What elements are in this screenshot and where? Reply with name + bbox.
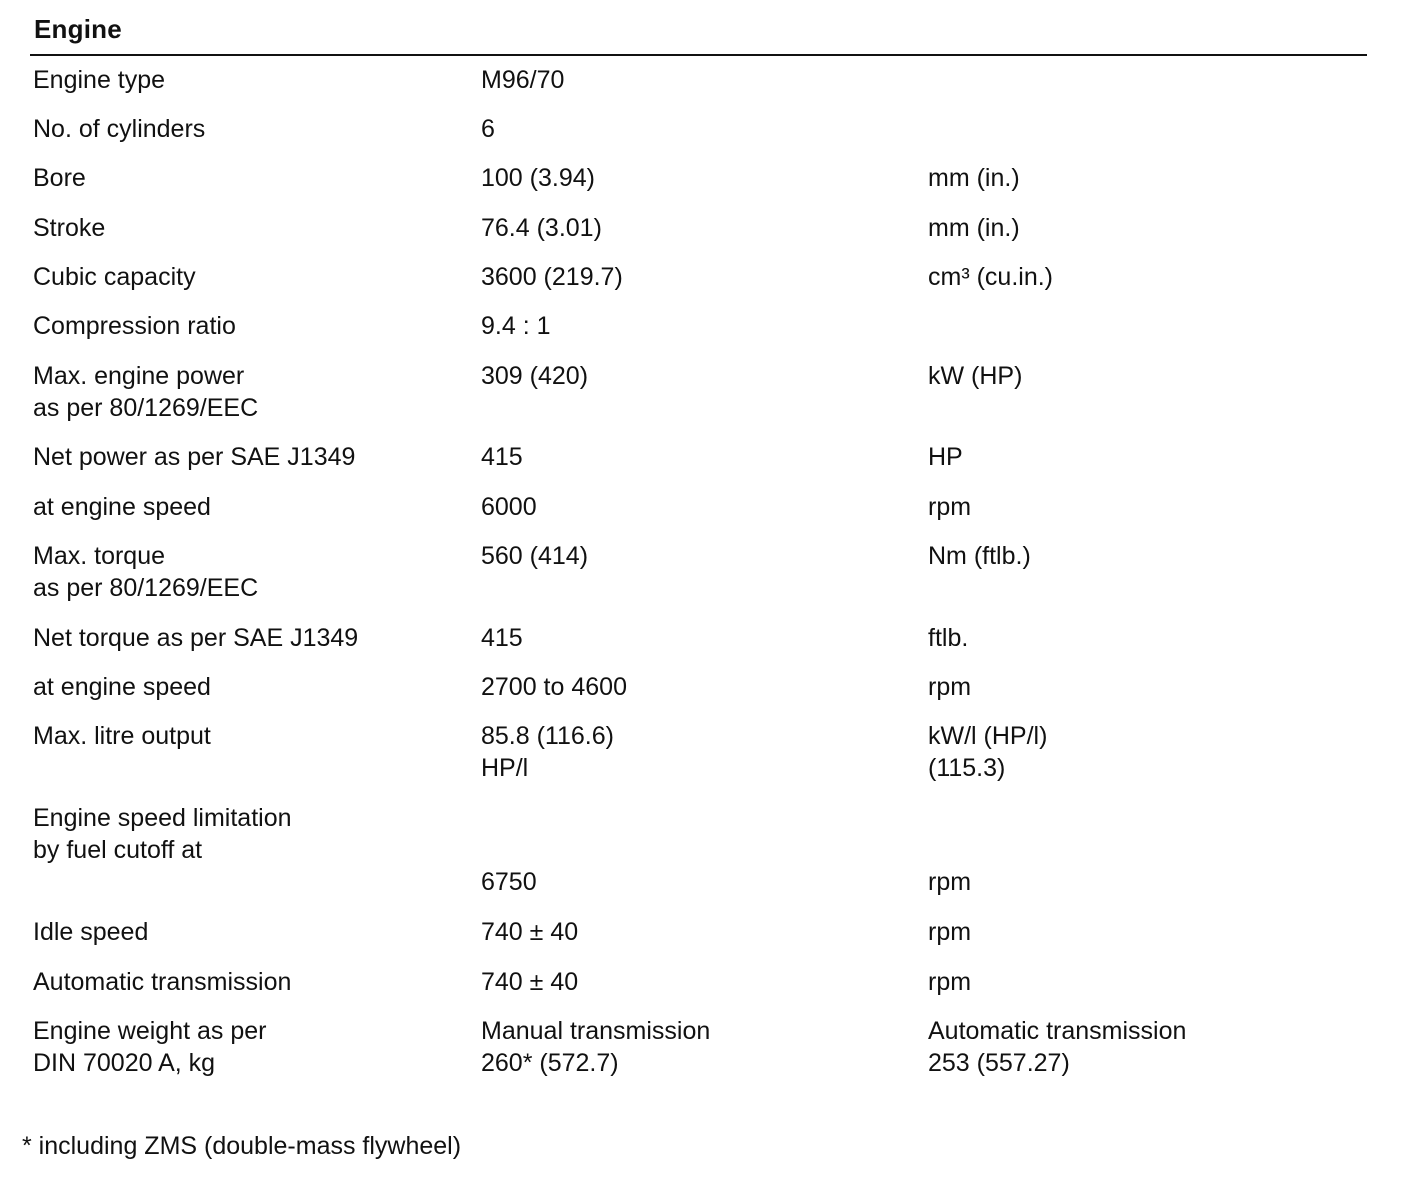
spec-label-line: Cubic capacity: [33, 263, 196, 291]
spec-unit-line: Automatic transmission: [928, 1017, 1187, 1045]
spec-unit-line: [928, 834, 971, 866]
spec-value-line: HP/l: [481, 754, 529, 782]
spec-value-line: 2700 to 4600: [481, 673, 627, 701]
spec-label-line: Idle speed: [33, 918, 149, 946]
spec-label-line: Bore: [33, 164, 86, 192]
spec-unit: [928, 802, 971, 898]
spec-unit-line: rpm: [928, 918, 972, 946]
spec-value: [481, 212, 602, 244]
spec-value-line: 740 ± 40: [481, 918, 579, 946]
spec-value-line: 415: [481, 443, 523, 471]
spec-label-line: at engine speed: [33, 673, 211, 701]
spec-label: [33, 64, 165, 96]
spec-value: [481, 966, 578, 998]
spec-unit: [928, 622, 968, 654]
spec-value: [481, 64, 564, 96]
spec-value: [481, 1015, 710, 1079]
spec-label-line: as per 80/1269/EEC: [33, 574, 259, 602]
spec-unit-line: rpm: [928, 493, 972, 521]
spec-label: [33, 310, 236, 342]
spec-value: [481, 802, 537, 898]
spec-label-line: Automatic transmission: [33, 968, 292, 996]
spec-label-line: at engine speed: [33, 493, 211, 521]
header-rule: [30, 54, 1367, 56]
spec-label: [33, 671, 211, 703]
spec-value-line: Manual transmission: [481, 1017, 711, 1045]
spec-label-line: Max. litre output: [33, 722, 211, 750]
spec-label: [33, 966, 291, 998]
spec-value: [481, 310, 551, 342]
spec-label: [33, 162, 86, 194]
spec-label: [33, 802, 292, 866]
spec-value-line: 309 (420): [481, 362, 589, 390]
spec-unit: [928, 261, 1053, 293]
spec-unit: [928, 360, 1022, 392]
spec-label: [33, 916, 148, 948]
spec-value-line: 76.4 (3.01): [481, 214, 602, 242]
spec-unit-line: kW/l (HP/l): [928, 722, 1048, 750]
spec-unit: [928, 162, 1020, 194]
spec-unit: [928, 212, 1020, 244]
spec-value-line: 740 ± 40: [481, 968, 579, 996]
spec-label-line: DIN 70020 A, kg: [33, 1049, 216, 1077]
spec-unit-line: rpm: [928, 673, 972, 701]
spec-label-line: Engine speed limitation: [33, 804, 292, 832]
spec-value-line: 6750: [481, 868, 537, 896]
spec-label: [33, 720, 211, 752]
spec-value-line: 6: [481, 115, 495, 143]
spec-unit: [928, 966, 971, 998]
spec-value: [481, 540, 588, 572]
spec-unit: [928, 671, 971, 703]
spec-label: [33, 261, 196, 293]
spec-unit-line: Nm (ftlb.): [928, 542, 1031, 570]
spec-label: [33, 212, 105, 244]
spec-label-line: Net torque as per SAE J1349: [33, 624, 359, 652]
spec-label-line: Engine type: [33, 66, 166, 94]
spec-value: [481, 441, 523, 473]
spec-label: [33, 491, 211, 523]
spec-value: [481, 162, 595, 194]
spec-unit-line: 253 (557.27): [928, 1049, 1070, 1077]
spec-value: [481, 491, 537, 523]
spec-label-line: as per 80/1269/EEC: [33, 394, 259, 422]
spec-unit: [928, 540, 1031, 572]
spec-label-line: Stroke: [33, 214, 106, 242]
spec-value-line: 415: [481, 624, 523, 652]
spec-label-line: Compression ratio: [33, 312, 236, 340]
spec-label: [33, 113, 205, 145]
spec-unit: [928, 720, 1047, 784]
spec-label: [33, 540, 258, 604]
spec-unit: [928, 441, 963, 473]
spec-label: [33, 360, 258, 424]
footnote: * including ZMS (double-mass flywheel): [22, 1132, 462, 1160]
spec-value-line: 100 (3.94): [481, 164, 595, 192]
spec-unit-line: mm (in.): [928, 214, 1020, 242]
spec-unit-line: kW (HP): [928, 362, 1023, 390]
spec-unit: [928, 1015, 1186, 1079]
spec-value: [481, 360, 588, 392]
spec-value-line: 260* (572.7): [481, 1049, 619, 1077]
spec-unit-line: mm (in.): [928, 164, 1020, 192]
spec-label: [33, 1015, 266, 1079]
spec-unit: [928, 916, 971, 948]
spec-value-line: 9.4 : 1: [481, 312, 551, 340]
spec-value-line: 6000: [481, 493, 537, 521]
spec-value: [481, 720, 614, 784]
spec-value: [481, 261, 623, 293]
section-title: Engine: [34, 14, 122, 44]
spec-label: [33, 622, 358, 654]
spec-unit-line: (115.3): [928, 754, 1006, 782]
spec-label-line: No. of cylinders: [33, 115, 206, 143]
spec-label-line: by fuel cutoff at: [33, 836, 203, 864]
spec-label: [33, 441, 355, 473]
spec-unit-line: cm³ (cu.in.): [928, 263, 1053, 291]
spec-value-line: 3600 (219.7): [481, 263, 623, 291]
spec-label-line: Max. engine power: [33, 362, 245, 390]
spec-label-line: Max. torque: [33, 542, 166, 570]
spec-value: [481, 113, 495, 145]
spec-value-line: 85.8 (116.6): [481, 722, 614, 750]
spec-value-line: 560 (414): [481, 542, 589, 570]
spec-unit: [928, 491, 971, 523]
spec-label-line: Net power as per SAE J1349: [33, 443, 356, 471]
spec-value: [481, 622, 523, 654]
spec-value-line: [481, 834, 537, 866]
spec-value: [481, 671, 627, 703]
spec-label-line: Engine weight as per: [33, 1017, 267, 1045]
spec-unit-line: HP: [928, 443, 963, 471]
spec-value: [481, 916, 578, 948]
spec-value-line: M96/70: [481, 66, 565, 94]
spec-unit-line: [928, 802, 971, 834]
spec-value-line: [481, 802, 537, 834]
spec-unit-line: rpm: [928, 968, 972, 996]
spec-unit-line: rpm: [928, 868, 972, 896]
spec-unit-line: ftlb.: [928, 624, 969, 652]
